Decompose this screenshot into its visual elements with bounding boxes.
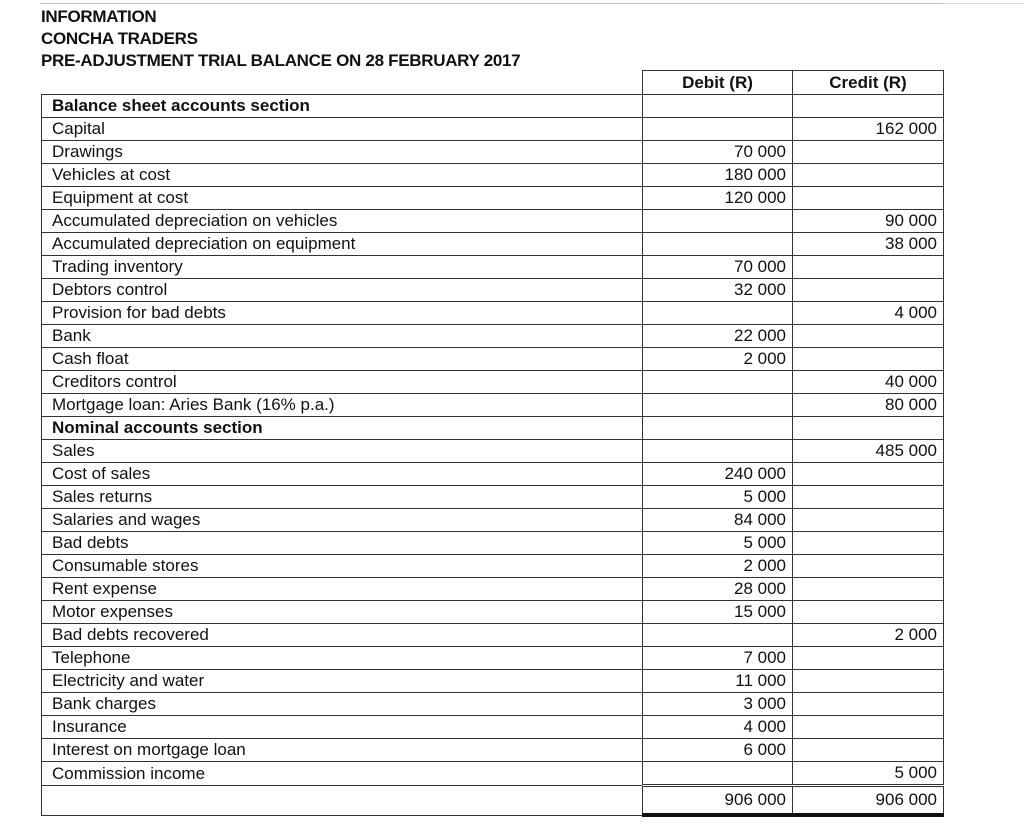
account-name: Telephone <box>42 647 643 670</box>
account-name: Drawings <box>42 141 643 164</box>
table-row <box>42 555 944 578</box>
credit-amount <box>793 95 944 118</box>
account-name: Trading inventory <box>42 256 643 279</box>
credit-amount <box>793 279 944 302</box>
total-debit: 906 000 <box>643 786 793 816</box>
account-name: Nominal accounts section <box>42 417 643 440</box>
table-row <box>42 233 944 256</box>
credit-amount: 2 000 <box>793 624 944 647</box>
credit-amount <box>793 647 944 670</box>
table-row <box>42 164 944 187</box>
account-name: Electricity and water <box>42 670 643 693</box>
document-header <box>41 6 520 72</box>
debit-amount: 2 000 <box>643 555 793 578</box>
debit-amount: 120 000 <box>643 187 793 210</box>
debit-amount: 32 000 <box>643 279 793 302</box>
credit-amount <box>793 578 944 601</box>
table-row <box>42 670 944 693</box>
account-name: Bad debts recovered <box>42 624 643 647</box>
credit-amount: 80 000 <box>793 394 944 417</box>
blank-header-cell <box>42 71 643 95</box>
debit-amount: 70 000 <box>643 141 793 164</box>
account-name: Capital <box>42 118 643 141</box>
account-name: Balance sheet accounts section <box>42 95 643 118</box>
credit-amount <box>793 716 944 739</box>
table-row <box>42 394 944 417</box>
credit-amount <box>793 693 944 716</box>
credit-amount <box>793 670 944 693</box>
table-row <box>42 210 944 233</box>
account-name: Creditors control <box>42 371 643 394</box>
top-rule-right <box>943 3 1024 4</box>
debit-amount <box>643 302 793 325</box>
table-row <box>42 693 944 716</box>
credit-amount <box>793 486 944 509</box>
table-row <box>42 578 944 601</box>
debit-amount <box>643 95 793 118</box>
totals-row <box>42 786 944 816</box>
credit-amount: 90 000 <box>793 210 944 233</box>
debit-amount <box>643 417 793 440</box>
debit-amount <box>643 762 793 786</box>
statement-title: PRE-ADJUSTMENT TRIAL BALANCE ON 28 FEBRUARY 2017 <box>41 51 521 70</box>
table-row <box>42 256 944 279</box>
account-name: Bank charges <box>42 693 643 716</box>
debit-amount: 5 000 <box>643 486 793 509</box>
table-row <box>42 509 944 532</box>
debit-amount: 6 000 <box>643 739 793 762</box>
debit-amount: 15 000 <box>643 601 793 624</box>
credit-amount <box>793 164 944 187</box>
table-row <box>42 532 944 555</box>
debit-amount <box>643 371 793 394</box>
account-name: Insurance <box>42 716 643 739</box>
debit-amount <box>643 624 793 647</box>
top-rule <box>40 3 943 4</box>
trial-balance-body <box>42 95 944 786</box>
credit-amount: 5 000 <box>793 762 944 786</box>
account-name: Sales <box>42 440 643 463</box>
table-row <box>42 601 944 624</box>
debit-amount: 4 000 <box>643 716 793 739</box>
table-row <box>42 279 944 302</box>
account-name: Cost of sales <box>42 463 643 486</box>
account-name: Accumulated depreciation on vehicles <box>42 210 643 233</box>
credit-amount: 485 000 <box>793 440 944 463</box>
total-credit: 906 000 <box>793 786 944 816</box>
credit-amount: 4 000 <box>793 302 944 325</box>
table-row <box>42 486 944 509</box>
account-name: Equipment at cost <box>42 187 643 210</box>
section-row <box>42 417 944 440</box>
debit-amount: 70 000 <box>643 256 793 279</box>
credit-amount <box>793 509 944 532</box>
debit-amount: 3 000 <box>643 693 793 716</box>
credit-amount <box>793 325 944 348</box>
debit-amount: 7 000 <box>643 647 793 670</box>
credit-column-header: Credit (R) <box>793 71 944 95</box>
totals-label-cell <box>42 786 643 816</box>
account-name: Motor expenses <box>42 601 643 624</box>
credit-amount: 38 000 <box>793 233 944 256</box>
debit-amount <box>643 440 793 463</box>
account-name: Mortgage loan: Aries Bank (16% p.a.) <box>42 394 643 417</box>
table-row <box>42 463 944 486</box>
table-row <box>42 325 944 348</box>
account-name: Commission income <box>42 762 643 786</box>
debit-amount <box>643 233 793 256</box>
credit-amount <box>793 463 944 486</box>
account-name: Consumable stores <box>42 555 643 578</box>
credit-amount <box>793 256 944 279</box>
table-header-row <box>42 71 944 95</box>
account-name: Cash float <box>42 348 643 371</box>
account-name: Sales returns <box>42 486 643 509</box>
debit-amount: 22 000 <box>643 325 793 348</box>
debit-amount <box>643 118 793 141</box>
account-name: Bank <box>42 325 643 348</box>
table-row <box>42 118 944 141</box>
trial-balance-table <box>41 70 944 817</box>
credit-amount: 162 000 <box>793 118 944 141</box>
account-name: Accumulated depreciation on equipment <box>42 233 643 256</box>
account-name: Debtors control <box>42 279 643 302</box>
credit-amount <box>793 348 944 371</box>
table-row <box>42 371 944 394</box>
credit-amount <box>793 555 944 578</box>
table-row <box>42 762 944 786</box>
account-name: Provision for bad debts <box>42 302 643 325</box>
table-row <box>42 440 944 463</box>
debit-amount: 180 000 <box>643 164 793 187</box>
table-row <box>42 141 944 164</box>
debit-amount: 2 000 <box>643 348 793 371</box>
debit-amount: 5 000 <box>643 532 793 555</box>
table-row <box>42 739 944 762</box>
debit-amount: 11 000 <box>643 670 793 693</box>
account-name: Interest on mortgage loan <box>42 739 643 762</box>
account-name: Rent expense <box>42 578 643 601</box>
info-heading: INFORMATION <box>41 7 157 26</box>
account-name: Salaries and wages <box>42 509 643 532</box>
table-row <box>42 647 944 670</box>
table-row <box>42 716 944 739</box>
credit-amount <box>793 187 944 210</box>
credit-amount <box>793 601 944 624</box>
debit-amount <box>643 210 793 233</box>
credit-amount <box>793 532 944 555</box>
table-row <box>42 302 944 325</box>
credit-amount <box>793 739 944 762</box>
table-row <box>42 624 944 647</box>
table-row <box>42 187 944 210</box>
table-row <box>42 348 944 371</box>
company-name: CONCHA TRADERS <box>41 29 198 48</box>
debit-amount <box>643 394 793 417</box>
debit-amount: 84 000 <box>643 509 793 532</box>
credit-amount <box>793 417 944 440</box>
debit-amount: 240 000 <box>643 463 793 486</box>
account-name: Vehicles at cost <box>42 164 643 187</box>
credit-amount: 40 000 <box>793 371 944 394</box>
debit-column-header: Debit (R) <box>643 71 793 95</box>
credit-amount <box>793 141 944 164</box>
debit-amount: 28 000 <box>643 578 793 601</box>
section-row <box>42 95 944 118</box>
account-name: Bad debts <box>42 532 643 555</box>
